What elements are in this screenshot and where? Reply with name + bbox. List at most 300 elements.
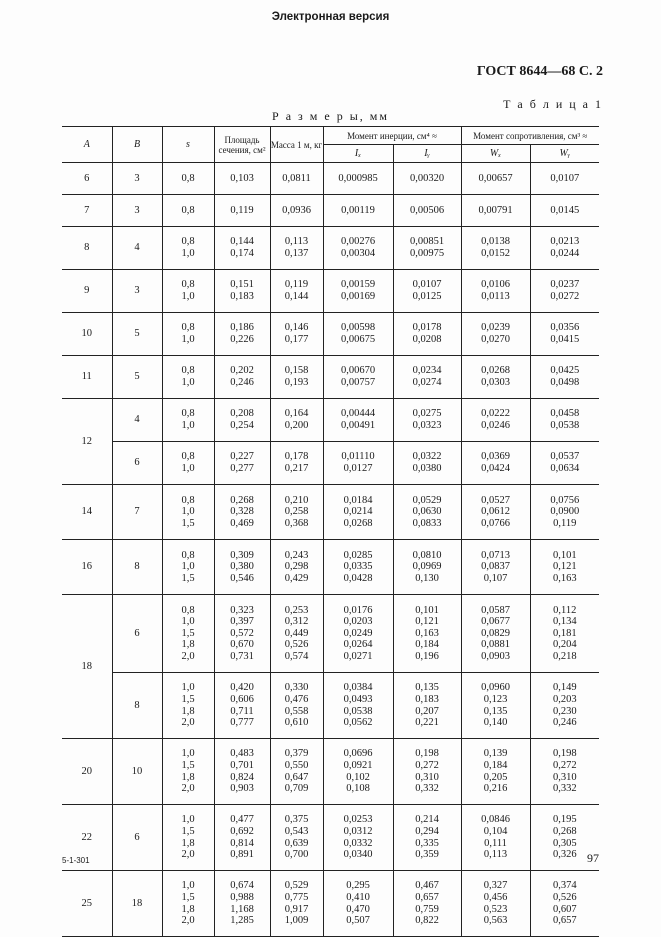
cell-value: 0,379	[284, 748, 309, 760]
cell-value: 0,0272	[550, 291, 580, 302]
cell-value: 0,8	[181, 322, 195, 334]
cell-value: 0,221	[415, 717, 439, 729]
cell-b: 3	[112, 163, 162, 195]
cell-area	[214, 399, 270, 442]
cell-area	[214, 485, 270, 540]
cell-b: 3	[112, 195, 162, 227]
cell-wy	[530, 442, 599, 485]
cell-value: 0,0249	[343, 627, 373, 639]
cell-iy	[393, 805, 461, 871]
cell-area	[214, 673, 270, 739]
cell-value: 0,107	[483, 572, 508, 584]
cell-a: 14	[62, 485, 112, 540]
cell-s	[162, 399, 214, 442]
cell-value: 2,0	[181, 650, 195, 662]
cell-value: 0,814	[230, 837, 254, 849]
cell-s	[162, 227, 214, 270]
cell-value: 0,0335	[343, 561, 373, 573]
cell-wx	[461, 673, 530, 739]
cell-value: 0,149	[552, 682, 577, 694]
cell-value: 0,374	[552, 880, 577, 892]
cell-value: 0,563	[483, 915, 508, 927]
cell-value: 0,8	[181, 408, 195, 420]
cell-value: 0,164	[284, 408, 309, 420]
cell-value: 0,204	[552, 639, 577, 651]
cell-value: 0,195	[552, 814, 577, 826]
cell-value: 0,775	[284, 891, 309, 903]
cell-value: 0,731	[230, 650, 254, 662]
cell-wx	[461, 442, 530, 485]
cell-ix	[323, 442, 393, 485]
cell-value: 0,253	[284, 604, 309, 616]
cell-value: 0,0303	[481, 377, 510, 388]
table-row	[62, 163, 599, 195]
cell-value: 0,305	[552, 837, 577, 849]
cell-value: 0,0323	[412, 420, 442, 431]
cell-a: 20	[62, 739, 112, 805]
cell-value: 0,196	[415, 650, 439, 662]
cell-mass	[270, 485, 323, 540]
cell-value: 0,543	[284, 825, 309, 837]
cell-value: 0,0766	[481, 517, 510, 529]
cell-value: 0,0208	[412, 334, 442, 345]
cell-value: 0,709	[284, 783, 309, 795]
cell-s	[162, 540, 214, 595]
cell-value: 0,822	[415, 915, 439, 927]
cell-value: 0,327	[483, 880, 508, 892]
cell-value: 0,101	[415, 604, 439, 616]
cell-value: 0,529	[284, 880, 309, 892]
cell-mass	[270, 442, 323, 485]
cell-value: 0,0332	[343, 837, 373, 849]
cell-value: 0,00791	[478, 204, 513, 216]
cell-value: 0,0270	[481, 334, 510, 345]
col-header-b: B	[112, 127, 162, 163]
cell-value: 0,469	[230, 517, 254, 529]
cell-value: 0,0214	[343, 506, 373, 518]
cell-value: 0,777	[230, 717, 254, 729]
cell-value: 0,272	[552, 759, 577, 771]
cell-value: 0,0829	[481, 627, 510, 639]
cell-value: 0,674	[230, 880, 254, 892]
cell-value: 1,8	[181, 837, 195, 849]
cell-value: 0,0184	[343, 494, 373, 506]
cell-iy	[393, 356, 461, 399]
cell-value: 0,0677	[481, 616, 510, 628]
cell-wx	[461, 739, 530, 805]
cell-value: 0,657	[415, 891, 439, 903]
cell-value: 0,470	[346, 903, 370, 915]
col-header-wy: Wᵧ	[530, 145, 599, 163]
cell-s	[162, 270, 214, 313]
cell-a: 16	[62, 540, 112, 595]
cell-value: 0,0384	[343, 682, 373, 694]
cell-iy	[393, 399, 461, 442]
cell-value: 0,0152	[481, 248, 510, 259]
col-header-mass: Масса 1 м, кг	[270, 127, 323, 163]
cell-value: 1,0	[181, 291, 195, 302]
col-header-area: Площадь сечения, см²	[214, 127, 270, 163]
cell-value: 0,0285	[343, 549, 373, 561]
cell-mass	[270, 270, 323, 313]
cell-value: 0,174	[230, 248, 254, 259]
cell-ix	[323, 595, 393, 673]
col-header-s: s	[162, 127, 214, 163]
cell-value: 0,0268	[481, 365, 510, 377]
cell-value: 0,146	[284, 322, 309, 334]
cell-value: 0,00670	[340, 365, 376, 377]
cell-ix	[323, 805, 393, 871]
cell-s	[162, 739, 214, 805]
cell-s	[162, 673, 214, 739]
cell-value: 0,158	[284, 365, 309, 377]
cell-value: 1,0	[181, 814, 195, 826]
cell-value: 0,0425	[550, 365, 580, 377]
cell-value: 0,0222	[481, 408, 510, 420]
cell-value: 0,639	[284, 837, 309, 849]
cell-value: 0,0125	[412, 291, 442, 302]
cell-value: 0,102	[346, 771, 370, 783]
cell-b: 5	[112, 313, 162, 356]
cell-value: 1,0	[181, 377, 195, 388]
cell-value: 0,0537	[550, 451, 580, 463]
cell-value: 0,0322	[412, 451, 442, 463]
cell-s	[162, 442, 214, 485]
cell-wx	[461, 399, 530, 442]
cell-value: 0,140	[483, 717, 508, 729]
col-header-ix: Iₓ	[323, 145, 393, 163]
cell-value: 0,657	[552, 915, 577, 927]
cell-a: 25	[62, 871, 112, 937]
cell-value: 0,326	[552, 849, 577, 861]
cell-value: 0,00444	[340, 408, 376, 420]
cell-value: 0,0113	[481, 291, 510, 302]
cell-iy	[393, 163, 461, 195]
cell-value: 0,8	[181, 549, 195, 561]
cell-iy	[393, 673, 461, 739]
table-row	[62, 442, 599, 485]
cell-iy	[393, 871, 461, 937]
cell-value: 1,8	[181, 639, 195, 651]
cell-value: 0,119	[553, 517, 577, 529]
cell-value: 0,0810	[412, 549, 442, 561]
cell-value: 0,00304	[340, 248, 376, 259]
cell-value: 0,103	[230, 172, 254, 184]
cell-value: 2,0	[181, 717, 195, 729]
cell-a: 22	[62, 805, 112, 871]
cell-value: 1,0	[181, 506, 195, 518]
cell-value: 1,009	[284, 915, 309, 927]
cell-area	[214, 163, 270, 195]
cell-value: 0,467	[415, 880, 439, 892]
cell-wx	[461, 540, 530, 595]
cell-value: 0,119	[284, 279, 309, 291]
cell-value: 0,0239	[481, 322, 510, 334]
cell-value: 0,0428	[343, 572, 373, 584]
table-caption: Р а з м е р ы, мм	[272, 109, 389, 123]
cell-value: 0,429	[284, 572, 309, 584]
cell-value: 0,00506	[409, 204, 445, 216]
cell-value: 0,202	[230, 365, 254, 377]
cell-s	[162, 805, 214, 871]
cell-ix	[323, 195, 393, 227]
table-row	[62, 739, 599, 805]
cell-value: 0,332	[552, 783, 577, 795]
cell-value: 0,000985	[338, 172, 378, 184]
cell-value: 0,144	[230, 236, 254, 248]
cell-mass	[270, 540, 323, 595]
cell-iy	[393, 595, 461, 673]
cell-a: 6	[62, 163, 112, 195]
cell-mass	[270, 399, 323, 442]
cell-b: 4	[112, 227, 162, 270]
cell-area	[214, 227, 270, 270]
col-header-resistance: Момент сопротивления, см³ ≈	[461, 127, 599, 145]
cell-ix	[323, 163, 393, 195]
cell-value: 0,0107	[550, 172, 580, 184]
cell-value: 0,380	[230, 561, 254, 573]
cell-value: 0,523	[483, 903, 508, 915]
cell-value: 0,0246	[481, 420, 510, 431]
cell-value: 0,607	[552, 903, 577, 915]
cell-value: 0,0846	[481, 814, 510, 826]
cell-value: 0,0634	[550, 463, 580, 474]
cell-value: 0,0612	[481, 506, 510, 518]
cell-value: 0,139	[483, 748, 508, 760]
cell-b: 6	[112, 442, 162, 485]
cell-value: 0,0696	[343, 748, 373, 760]
cell-wx	[461, 270, 530, 313]
cell-area	[214, 356, 270, 399]
standard-number: ГОСТ 8644—68 С. 2	[476, 64, 603, 79]
cell-value: 0,113	[483, 849, 508, 861]
cell-value: 1,285	[230, 915, 254, 927]
cell-value: 0,0237	[550, 279, 580, 291]
cell-ix	[323, 485, 393, 540]
cell-value: 0,8	[181, 204, 195, 216]
table-row	[62, 871, 599, 937]
cell-value: 0,0340	[343, 849, 373, 861]
cell-wy	[530, 871, 599, 937]
cell-b: 3	[112, 270, 162, 313]
cell-value: 0,477	[230, 814, 254, 826]
cell-value: 0,246	[230, 377, 254, 388]
cell-area	[214, 595, 270, 673]
cell-value: 1,0	[181, 682, 195, 694]
cell-value: 0,700	[284, 849, 309, 861]
cell-value: 0,526	[552, 891, 577, 903]
cell-iy	[393, 270, 461, 313]
cell-s	[162, 313, 214, 356]
cell-wx	[461, 805, 530, 871]
cell-area	[214, 313, 270, 356]
cell-value: 0,119	[230, 204, 254, 216]
cell-s	[162, 871, 214, 937]
cell-value: 0,0903	[481, 650, 510, 662]
cell-value: 0,113	[284, 236, 309, 248]
cell-value: 0,144	[284, 291, 309, 302]
cell-wy	[530, 163, 599, 195]
cell-ix	[323, 673, 393, 739]
cell-value: 0,104	[483, 825, 508, 837]
cell-value: 0,00657	[478, 172, 513, 184]
cell-wy	[530, 227, 599, 270]
col-header-inertia: Момент инерции, см⁴ ≈	[323, 127, 461, 145]
cell-a: 10	[62, 313, 112, 356]
cell-value: 0,226	[230, 334, 254, 345]
cell-value: 0,00975	[409, 248, 445, 259]
cell-value: 0,8	[181, 172, 195, 184]
cell-value: 0,0107	[412, 279, 442, 291]
cell-value: 0,00598	[340, 322, 376, 334]
table-body	[62, 163, 599, 937]
cell-value: 0,550	[284, 759, 309, 771]
cell-b: 6	[112, 595, 162, 673]
cell-value: 0,277	[230, 463, 254, 474]
cell-value: 0,330	[284, 682, 309, 694]
cell-b: 7	[112, 485, 162, 540]
cell-value: 0,0275	[412, 408, 442, 420]
document-header-title: Электронная версия	[271, 11, 390, 23]
cell-value: 0,00851	[409, 236, 445, 248]
cell-value: 0,824	[230, 771, 254, 783]
cell-value: 0,193	[284, 377, 309, 388]
cell-s	[162, 595, 214, 673]
cell-value: 2,0	[181, 849, 195, 861]
cell-value: 0,0424	[481, 463, 510, 474]
cell-value: 0,483	[230, 748, 254, 760]
cell-ix	[323, 356, 393, 399]
cell-value: 0,891	[230, 849, 254, 861]
cell-value: 0,227	[230, 451, 254, 463]
cell-value: 1,8	[181, 771, 195, 783]
cell-value: 0,701	[230, 759, 254, 771]
cell-value: 0,00276	[340, 236, 376, 248]
cell-mass	[270, 871, 323, 937]
cell-value: 1,0	[181, 748, 195, 760]
cell-value: 0,420	[230, 682, 254, 694]
cell-value: 0,328	[230, 506, 254, 518]
cell-value: 0,0538	[343, 705, 373, 717]
cell-value: 0,268	[230, 494, 254, 506]
cell-value: 0,0529	[412, 494, 442, 506]
cell-value: 0,0178	[412, 322, 442, 334]
cell-value: 0,456	[483, 891, 508, 903]
cell-area	[214, 195, 270, 227]
cell-value: 1,0	[181, 334, 195, 345]
cell-value: 0,0203	[343, 616, 373, 628]
cell-value: 0,0312	[343, 825, 373, 837]
cell-value: 0,137	[284, 248, 309, 259]
table-row	[62, 805, 599, 871]
cell-value: 0,8	[181, 365, 195, 377]
cell-value: 1,5	[181, 825, 195, 837]
cell-value: 0,610	[284, 717, 309, 729]
cell-value: 0,186	[230, 322, 254, 334]
table-row	[62, 195, 599, 227]
cell-value: 0,0900	[550, 506, 580, 518]
cell-value: 0,111	[484, 837, 507, 849]
cell-a: 7	[62, 195, 112, 227]
cell-ix	[323, 399, 393, 442]
cell-wx	[461, 195, 530, 227]
cell-value: 0,309	[230, 549, 254, 561]
cell-mass	[270, 313, 323, 356]
cell-value: 0,0234	[412, 365, 442, 377]
cell-value: 0,0881	[481, 639, 510, 651]
cell-value: 0,01110	[341, 451, 375, 463]
cell-b: 8	[112, 540, 162, 595]
cell-value: 0,0415	[550, 334, 580, 345]
cell-a: 8	[62, 227, 112, 270]
cell-value: 0,246	[552, 717, 577, 729]
cell-value: 1,5	[181, 572, 195, 584]
cell-value: 0,0380	[412, 463, 442, 474]
cell-value: 1,0	[181, 248, 195, 259]
cell-value: 0,00320	[409, 172, 445, 184]
cell-value: 1,0	[181, 616, 195, 628]
cell-wx	[461, 595, 530, 673]
cell-s	[162, 485, 214, 540]
cell-value: 0,214	[415, 814, 439, 826]
cell-area	[214, 270, 270, 313]
cell-value: 0,217	[284, 463, 309, 474]
col-header-wx: Wₓ	[461, 145, 530, 163]
cell-value: 0,0458	[550, 408, 580, 420]
cell-wy	[530, 399, 599, 442]
cell-value: 0,546	[230, 572, 254, 584]
cell-wx	[461, 227, 530, 270]
cell-value: 0,526	[284, 639, 309, 651]
cell-value: 2,0	[181, 915, 195, 927]
cell-value: 0,0268	[343, 517, 373, 529]
dimensions-table	[62, 126, 599, 937]
cell-value: 0,294	[415, 825, 439, 837]
cell-s	[162, 163, 214, 195]
cell-value: 0,184	[415, 639, 439, 651]
table-row	[62, 313, 599, 356]
cell-mass	[270, 805, 323, 871]
cell-value: 0,8	[181, 494, 195, 506]
cell-value: 0,0244	[550, 248, 580, 259]
cell-value: 0,298	[284, 561, 309, 573]
cell-value: 0,00119	[341, 204, 375, 216]
cell-value: 0,0493	[343, 693, 373, 705]
cell-b: 10	[112, 739, 162, 805]
cell-value: 0,8	[181, 604, 195, 616]
cell-a: 11	[62, 356, 112, 399]
cell-mass	[270, 739, 323, 805]
cell-value: 0,0713	[481, 549, 510, 561]
print-code: 5-1-301	[62, 856, 90, 865]
cell-value: 1,0	[181, 420, 195, 431]
cell-wy	[530, 356, 599, 399]
cell-b: 8	[112, 673, 162, 739]
table-row	[62, 227, 599, 270]
cell-value: 0,184	[483, 759, 508, 771]
cell-b: 4	[112, 399, 162, 442]
cell-value: 0,135	[415, 682, 439, 694]
cell-mass	[270, 195, 323, 227]
cell-ix	[323, 270, 393, 313]
cell-mass	[270, 673, 323, 739]
cell-value: 0,101	[552, 549, 577, 561]
cell-ix	[323, 313, 393, 356]
cell-value: 0,123	[483, 693, 508, 705]
cell-b: 18	[112, 871, 162, 937]
cell-value: 0,00169	[340, 291, 376, 302]
table-label: Т а б л и ц а 1	[503, 97, 603, 111]
